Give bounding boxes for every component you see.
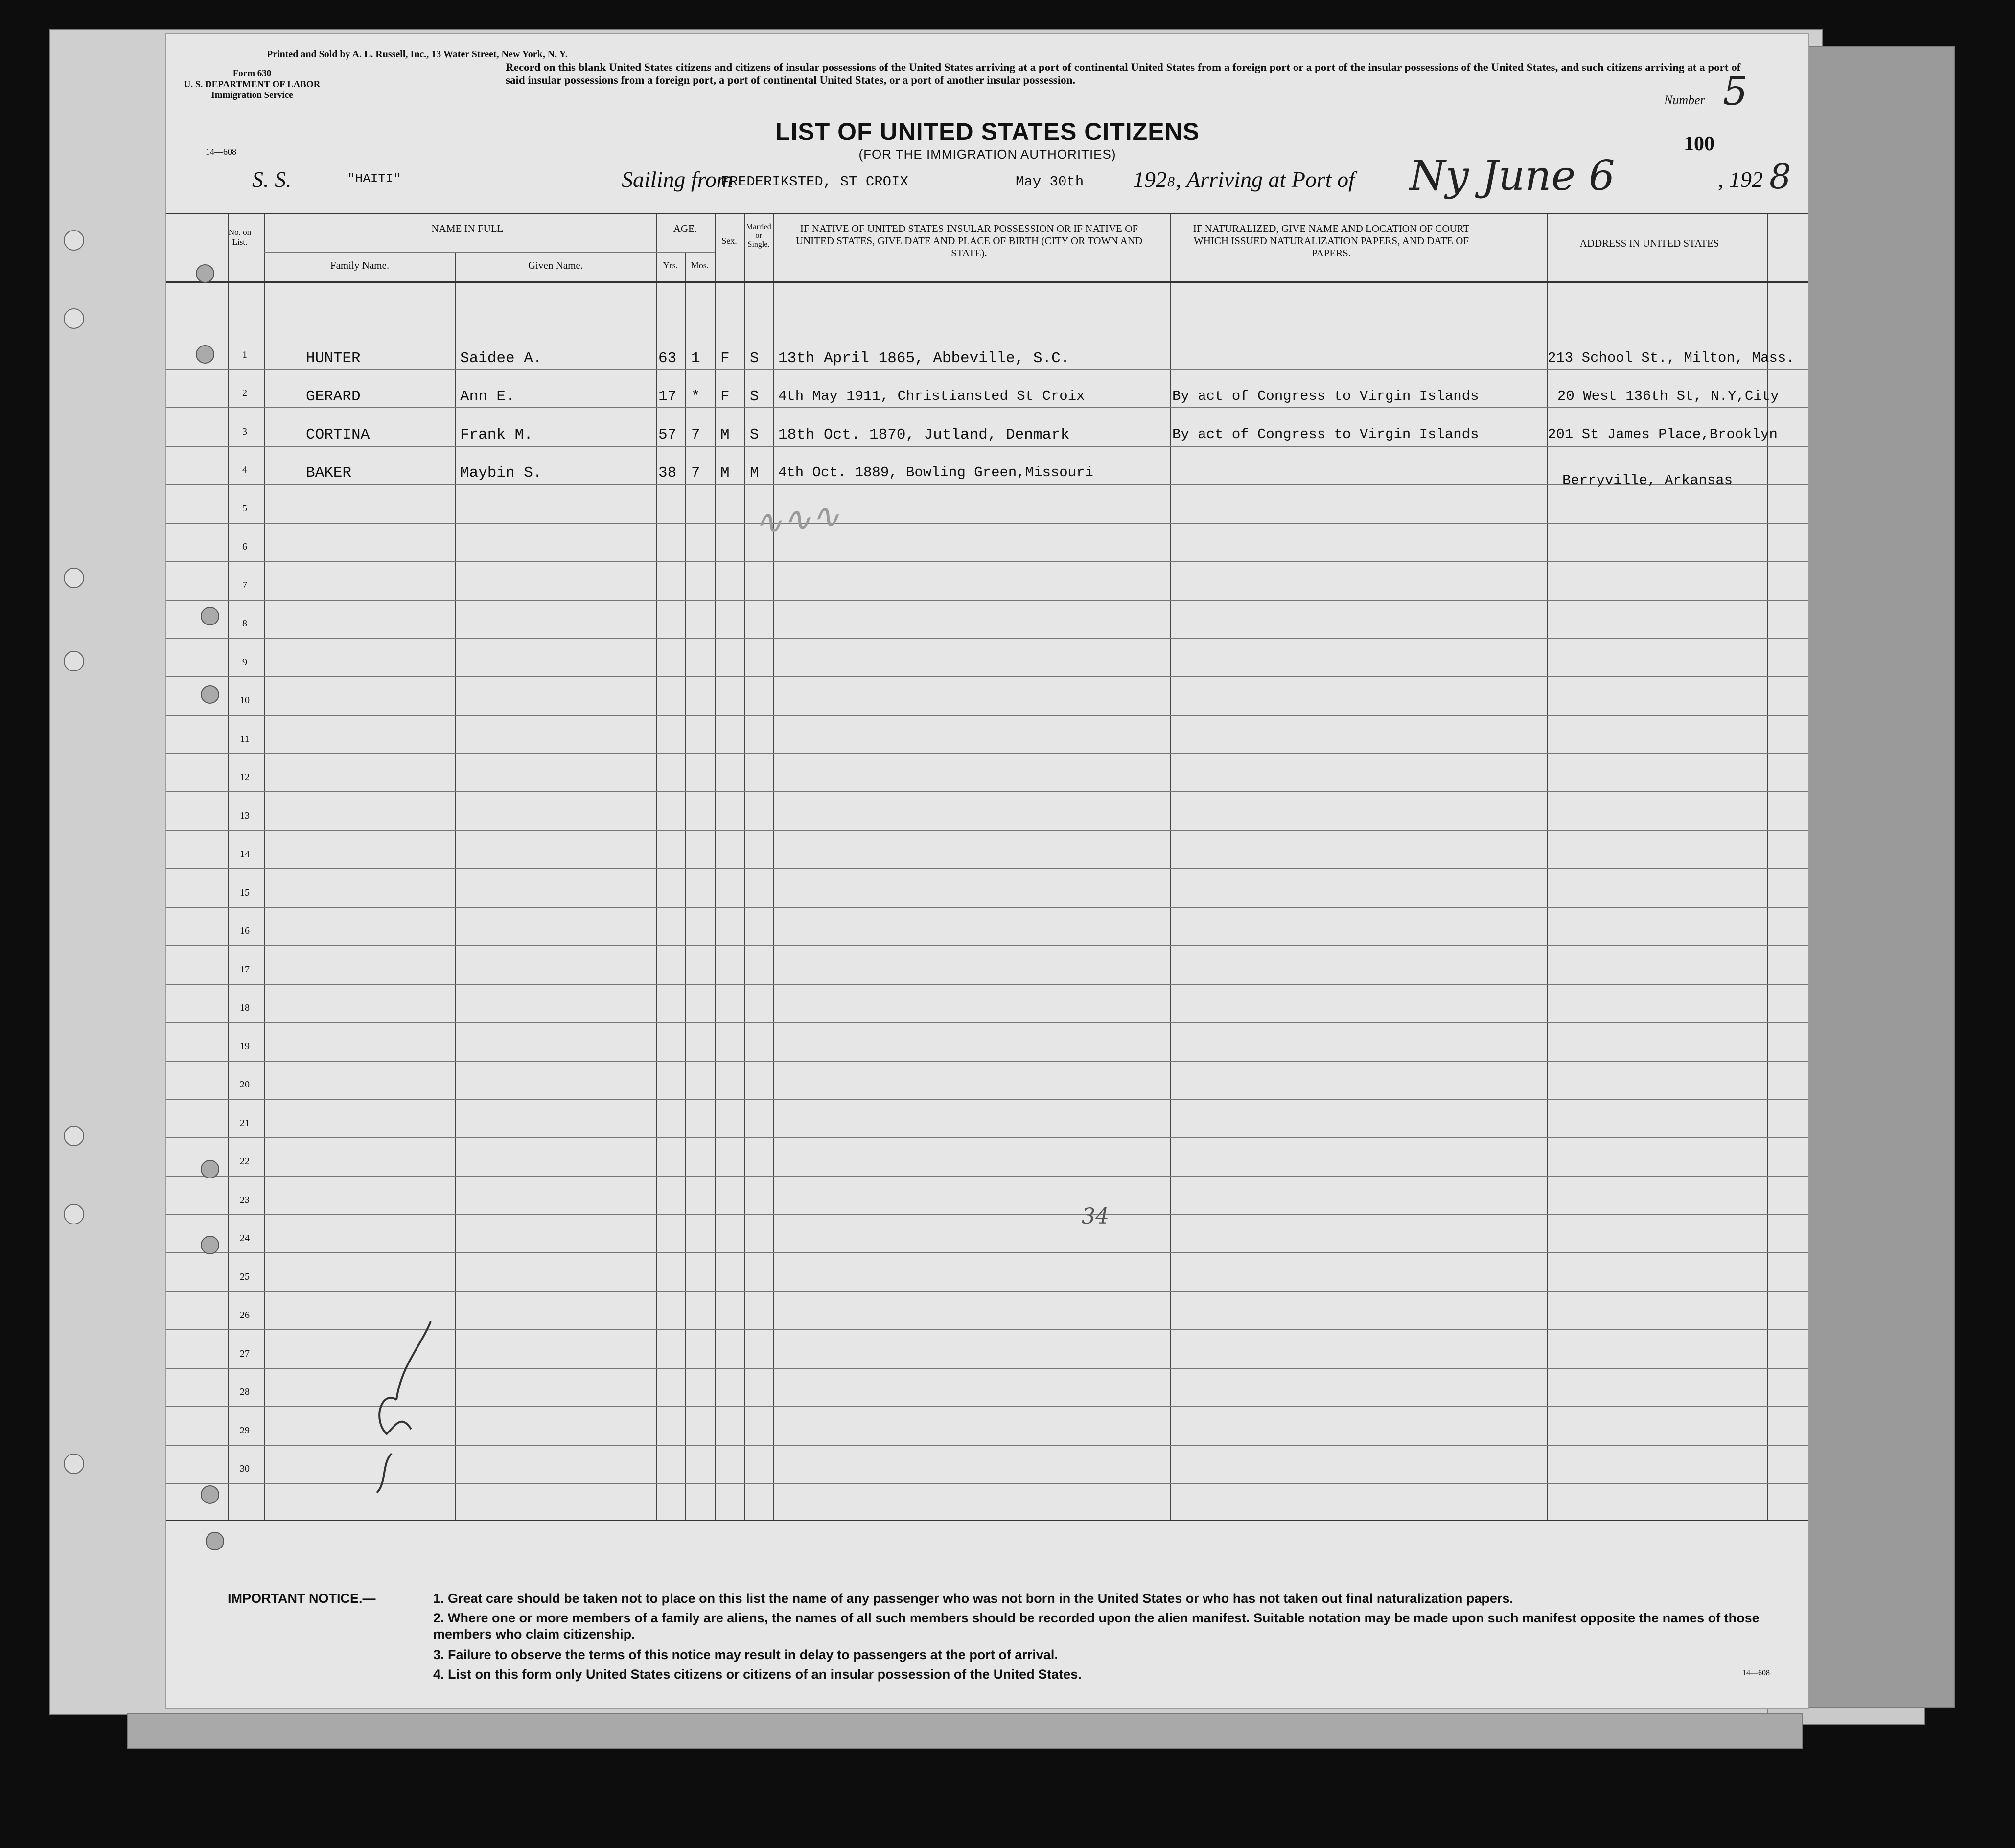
row-1-family: HUNTER xyxy=(306,350,361,367)
row-rule xyxy=(166,446,1808,447)
punch-hole xyxy=(201,607,219,625)
row-2-address: 20 West 136th St, N.Y,City xyxy=(1557,388,1779,404)
punch-hole xyxy=(201,1236,219,1254)
row-number: 29 xyxy=(240,1425,250,1436)
col-yrs: Yrs. xyxy=(663,260,678,270)
row-rule xyxy=(166,1252,1808,1253)
row-number: 14 xyxy=(240,849,250,859)
form-code: 14—608 xyxy=(206,147,236,157)
col-address: ADDRESS IN UNITED STATES xyxy=(1579,237,1719,249)
col-sex: Sex. xyxy=(721,236,737,246)
row-rule xyxy=(166,753,1808,754)
binder-hole xyxy=(64,1204,84,1224)
row-rule xyxy=(166,1137,1808,1138)
notice-heading: IMPORTANT NOTICE.— xyxy=(228,1591,376,1606)
row-number: 15 xyxy=(240,887,250,898)
row-rule xyxy=(166,600,1808,601)
row-rule xyxy=(166,1291,1808,1292)
row-3-yrs: 57 xyxy=(658,426,677,443)
binder-hole xyxy=(64,1126,84,1146)
row-4-marital: M xyxy=(750,464,759,482)
col-given-name: Given Name. xyxy=(528,259,583,271)
row-number: 18 xyxy=(240,1002,250,1013)
page-number: 100 xyxy=(1684,133,1714,155)
punch-hole xyxy=(201,1485,219,1504)
rule xyxy=(1547,213,1548,1520)
row-rule xyxy=(166,523,1808,524)
background-page-edge xyxy=(1806,46,1955,1708)
row-rule xyxy=(166,1214,1808,1215)
row-2-birth: 4th May 1911, Christiansted St Croix xyxy=(778,388,1085,404)
binder-hole xyxy=(64,568,84,588)
row-number: 5 xyxy=(242,503,247,514)
row-number: 4 xyxy=(242,464,247,475)
ss-label: S. S. xyxy=(252,167,292,192)
row-rule xyxy=(166,407,1808,408)
row-rule xyxy=(166,561,1808,562)
row-number: 17 xyxy=(240,964,250,975)
row-rule xyxy=(166,1022,1808,1023)
rule xyxy=(1170,213,1171,1520)
row-4-birth: 4th Oct. 1889, Bowling Green,Missouri xyxy=(778,464,1093,481)
row-3-birth: 18th Oct. 1870, Jutland, Denmark xyxy=(778,426,1070,443)
row-rule xyxy=(166,907,1808,908)
row-4-family: BAKER xyxy=(306,464,352,482)
binder-hole xyxy=(64,308,84,329)
row-2-mos: * xyxy=(691,388,700,405)
punch-hole xyxy=(196,345,214,364)
row-rule xyxy=(166,945,1808,946)
row-number: 8 xyxy=(242,618,247,629)
row-number: 2 xyxy=(242,388,247,398)
rule xyxy=(744,213,745,1520)
col-family-name: Family Name. xyxy=(330,259,390,271)
punch-hole xyxy=(196,264,214,283)
row-number: 20 xyxy=(240,1079,250,1090)
row-1-address: 213 School St., Milton, Mass. xyxy=(1548,350,1795,366)
row-1-birth: 13th April 1865, Abbeville, S.C. xyxy=(778,350,1070,367)
row-3-family: CORTINA xyxy=(306,426,370,443)
notice-item-4: 4. List on this form only United States citizens or citizens of an insular possession of the United States. xyxy=(433,1667,1082,1682)
row-number: 3 xyxy=(242,426,247,437)
arrival-port-date: Ny June 6 xyxy=(1410,152,1615,200)
record-note: Record on this blank United States citizens and citizens of insular possessions of the United States arriving at a port of continental United States from a foreign port or a port of the insular possessions of the United States, and such citizens arriving at a port of said insular possessions from a foreign port, a port of continental United States, or a port of another insular possession. xyxy=(506,61,1741,86)
row-number: 28 xyxy=(240,1386,250,1397)
form-number: Form 630 xyxy=(232,69,272,79)
row-rule xyxy=(166,1099,1808,1100)
row-rule xyxy=(166,1176,1808,1177)
rule xyxy=(166,213,1808,214)
row-4-address: Berryville, Arkansas xyxy=(1562,472,1733,488)
sailing-port: FREDERIKSTED, ST CROIX xyxy=(721,174,908,190)
row-rule xyxy=(166,638,1808,639)
row-number: 1 xyxy=(242,349,247,360)
row-rule xyxy=(166,1061,1808,1062)
row-number: 6 xyxy=(242,541,247,552)
rule xyxy=(166,1520,1808,1521)
inspector-stamp: ∿∿∿ xyxy=(752,495,842,544)
row-2-given: Ann E. xyxy=(460,388,515,405)
row-number: 19 xyxy=(240,1040,250,1052)
row-rule xyxy=(166,369,1808,370)
row-2-yrs: 17 xyxy=(658,388,677,405)
row-1-mos: 1 xyxy=(691,350,700,367)
manifest-sheet xyxy=(166,34,1808,1708)
row-number: 16 xyxy=(240,925,250,936)
sailing-year-digit: 8 xyxy=(1167,174,1175,190)
row-3-naturalized: By act of Congress to Virgin Islands xyxy=(1172,426,1479,442)
row-1-given: Saidee A. xyxy=(460,350,542,367)
sailing-date: May 30th xyxy=(1016,174,1084,190)
col-no: No. on List. xyxy=(228,228,252,247)
row-2-family: GERARD xyxy=(306,388,361,405)
row-3-address: 201 St James Place,Brooklyn xyxy=(1548,426,1778,442)
notice-item-2: 2. Where one or more members of a family are aliens, the names of all such members should be recorded upon the alien manifest. Suitable notation may be made upon such manifest opposite the names of those members who claim citizenship. xyxy=(433,1611,1760,1641)
row-number: 27 xyxy=(240,1348,250,1359)
col-name-in-full: NAME IN FULL xyxy=(431,223,504,234)
page-title: LIST OF UNITED STATES CITIZENS xyxy=(775,118,1200,145)
rule xyxy=(228,213,229,1520)
footer-code: 14—608 xyxy=(1742,1669,1770,1677)
page-subtitle: (FOR THE IMMIGRATION AUTHORITIES) xyxy=(858,147,1116,162)
rule xyxy=(715,213,716,1520)
notice-item-1: 1. Great care should be taken not to place on this list the name of any passenger who was not born in the United States or who has not taken out final naturalization papers. xyxy=(433,1591,1513,1606)
row-number: 30 xyxy=(240,1463,250,1474)
row-number: 9 xyxy=(242,656,247,668)
row-number: 12 xyxy=(240,772,250,783)
arriving-label: , Arriving at Port of xyxy=(1176,167,1355,192)
punch-hole xyxy=(201,1160,219,1178)
rule xyxy=(166,281,1808,283)
row-number: 13 xyxy=(240,810,250,821)
row-number: 24 xyxy=(240,1233,250,1244)
printer-line: Printed and Sold by A. L. Russell, Inc., 13 Water Street, New York, N. Y. xyxy=(267,49,568,60)
row-4-sex: M xyxy=(720,464,730,482)
row-number: 11 xyxy=(240,733,250,744)
binder-hole xyxy=(64,230,84,251)
row-1-marital: S xyxy=(750,350,759,367)
col-mos: Mos. xyxy=(691,260,709,270)
row-rule xyxy=(166,830,1808,831)
row-rule xyxy=(166,984,1808,985)
arrival-year-prefix: , 192 xyxy=(1718,167,1763,192)
row-4-yrs: 38 xyxy=(658,464,677,482)
row-rule xyxy=(166,791,1808,792)
number-value: 5 xyxy=(1723,69,1748,114)
sailing-year-prefix: 192 xyxy=(1133,167,1167,192)
row-2-sex: F xyxy=(720,388,730,405)
sailing-label: Sailing from xyxy=(622,167,733,192)
row-3-mos: 7 xyxy=(691,426,700,443)
punch-hole xyxy=(201,685,219,704)
row-number: 25 xyxy=(240,1271,250,1282)
department: U. S. DEPARTMENT OF LABOR xyxy=(184,79,321,90)
row-1-sex: F xyxy=(720,350,730,367)
rule xyxy=(264,252,715,253)
rule xyxy=(264,213,265,1520)
col-naturalized: IF NATURALIZED, GIVE NAME AND LOCATION OF COURT WHICH ISSUED NATURALIZATION PAPERS, AND DATE OF PAPERS. xyxy=(1193,223,1470,259)
row-number: 21 xyxy=(240,1117,250,1129)
row-2-naturalized: By act of Congress to Virgin Islands xyxy=(1172,388,1479,404)
rule xyxy=(656,213,657,1520)
row-rule xyxy=(166,676,1808,677)
punch-hole xyxy=(206,1532,224,1550)
row-3-marital: S xyxy=(750,426,759,443)
row-2-marital: S xyxy=(750,388,759,405)
row-4-mos: 7 xyxy=(691,464,700,482)
row-number: 26 xyxy=(240,1310,250,1320)
row-rule xyxy=(166,868,1808,869)
service: Immigration Service xyxy=(211,90,293,100)
arrival-year-digit: 8 xyxy=(1769,157,1791,197)
background-page-bottom xyxy=(127,1713,1803,1749)
row-number: 7 xyxy=(242,579,247,591)
col-marital: Married or Single. xyxy=(746,223,771,249)
rule xyxy=(1767,213,1768,1520)
row-4-given: Maybin S. xyxy=(460,464,542,482)
binder-hole xyxy=(64,651,84,671)
notice-item-3: 3. Failure to observe the terms of this notice may result in delay to passengers at the port of arrival. xyxy=(433,1647,1058,1662)
col-age: AGE. xyxy=(673,223,697,234)
row-3-given: Frank M. xyxy=(460,426,533,443)
form-info xyxy=(166,69,338,101)
row-rule xyxy=(166,715,1808,716)
binder-hole xyxy=(64,1454,84,1474)
row-number: 10 xyxy=(240,695,250,706)
number-label: Number xyxy=(1664,93,1705,107)
row-1-yrs: 63 xyxy=(658,350,677,367)
row-3-sex: M xyxy=(720,426,730,443)
row-number: 23 xyxy=(240,1194,250,1205)
handwritten-initials xyxy=(313,1307,460,1502)
ship-name: "HAITI" xyxy=(347,171,401,186)
page-mark: 34 xyxy=(1082,1204,1109,1229)
col-birth: IF NATIVE OF UNITED STATES INSULAR POSSESSION OR IF NATIVE OF UNITED STATES, GIVE DATE AND PLACE OF BIRTH (CITY OR TOWN AND STATE). xyxy=(795,223,1143,259)
row-number: 22 xyxy=(240,1156,250,1167)
rule xyxy=(773,213,774,1520)
